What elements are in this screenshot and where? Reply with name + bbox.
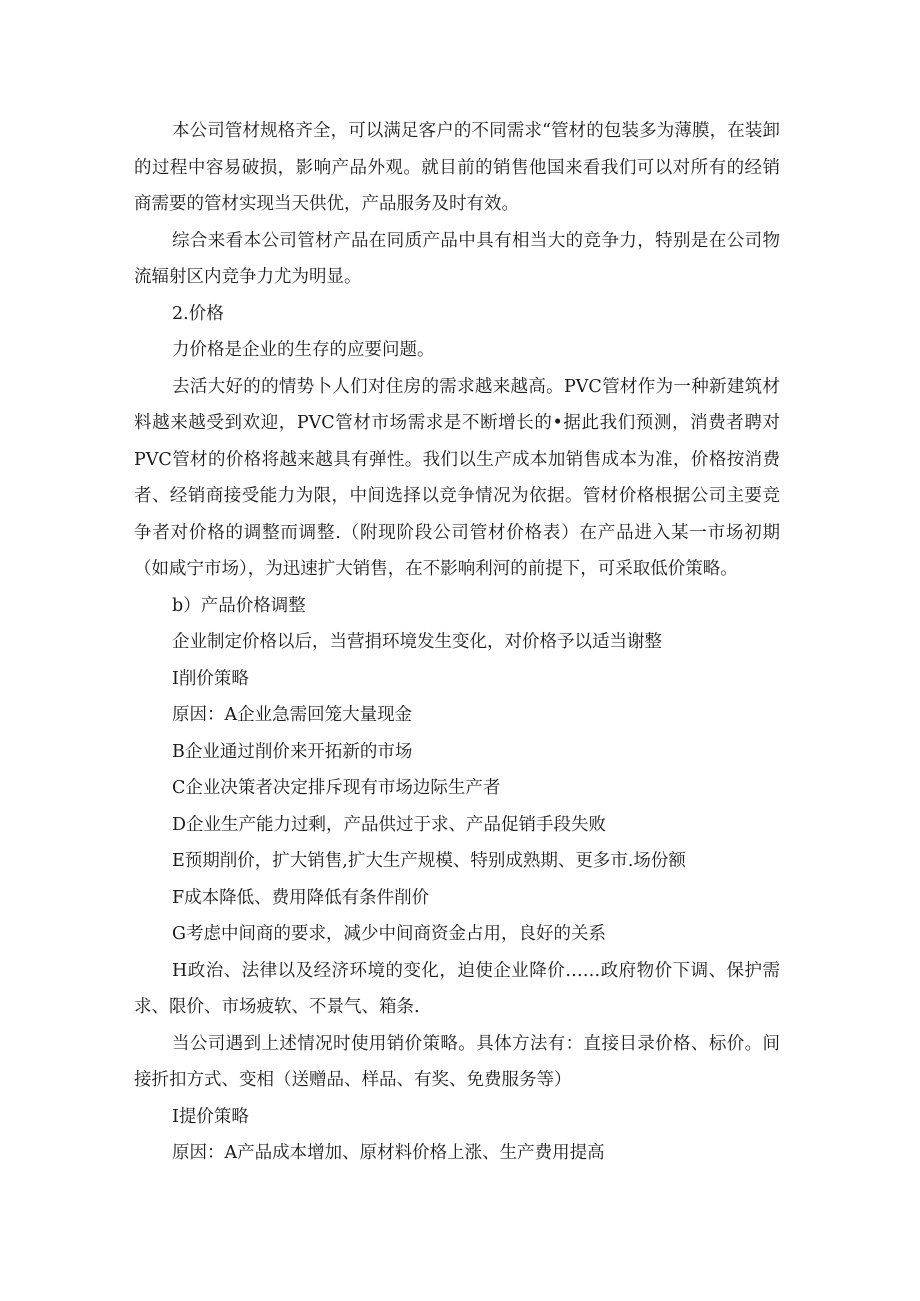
paragraph-price-importance: 力价格是企业的生存的应要问题。 — [172, 340, 435, 360]
document-body — [134, 113, 780, 1172]
subheading-price-adjustment: b）产品价格调整 — [172, 595, 306, 616]
list-item-reason-f: F成本降低、费用降低有条件削价 — [172, 887, 430, 908]
subheading-price-cut-strategy: I削价策略 — [172, 668, 249, 689]
section-heading-price: 2.价格 — [172, 303, 224, 324]
paragraph-price-cut-methods: 当公司遇到上述情况时使用销价策略。具体方法有：直接目录价格、标价。间接折扣方式、变相（送赠品、样品、有奖、免费服务等） — [134, 1033, 780, 1090]
paragraph-price-strategy: 去活大好的的情势卜人们对住房的需求越来越高。PVC管材作为一种新建筑材料越来越受到欢迎，PVC管材市场需求是不断增长的•据此我们预测，消费者聘对PVC管材的价格将越来越具有弹性。我们以生产成本加销售成本为准，价格按消费者、经销商接受能力为限，中间选择以竞争情况为依据。管材价格根据公司主要竞争者对价格的调整而调整.（附现阶段公司管材价格表）在产品进入某一市场初期（如咸宁市场），为迅速扩大销售，在不影响利河的前提下，可采取低价策略。 — [134, 376, 780, 579]
paragraph-adjustment-intro: 企业制定价格以后，当营捐环境发生变化，对价格予以适当谢整 — [172, 632, 662, 652]
list-item-reason-c: C企业决策者决定排斥现有市场边际生产者 — [172, 778, 501, 798]
paragraph-competitiveness: 综合来看本公司管材产品在同质产品中具有相当大的竞争力，特别是在公司物流辐射区内竞争力尤为明显。 — [134, 230, 780, 287]
list-item-reason-h: H政治、法律以及经济环境的变化，迫使企业降价……政府物价下调、保护需求、限价、市场疲软、不景气、箱条. — [134, 960, 780, 1017]
paragraph-product-intro: 本公司管材规格齐全，可以满足客户的不同需求“管材的包装多为薄膜，在装卸的过程中容易破损，影响产品外观。就目前的销售他国来看我们可以对所有的经销商需要的管材实现当天供优，产品服务及时有效。 — [134, 121, 780, 214]
list-item-reason-b: B企业通过削价来开拓新的市场 — [172, 741, 413, 762]
list-item-reason-a: 原因：A企业急需回笼大量现金 — [172, 705, 413, 725]
subheading-price-raise-strategy: I提价策略 — [172, 1106, 249, 1127]
list-item-raise-reason-a: 原因：A产品成本增加、原材料价格上涨、生产费用提高 — [172, 1143, 605, 1163]
list-item-reason-g: G考虑中间商的要求，减少中间商资金占用，良好的关系 — [172, 924, 606, 944]
list-item-reason-e: E预期削价，扩大销售,扩大生产规模、特别成熟期、更多市.场份额 — [172, 851, 686, 871]
list-item-reason-d: D企业生产能力过剩，产品供过于求、产品促销手段失败 — [172, 814, 607, 835]
